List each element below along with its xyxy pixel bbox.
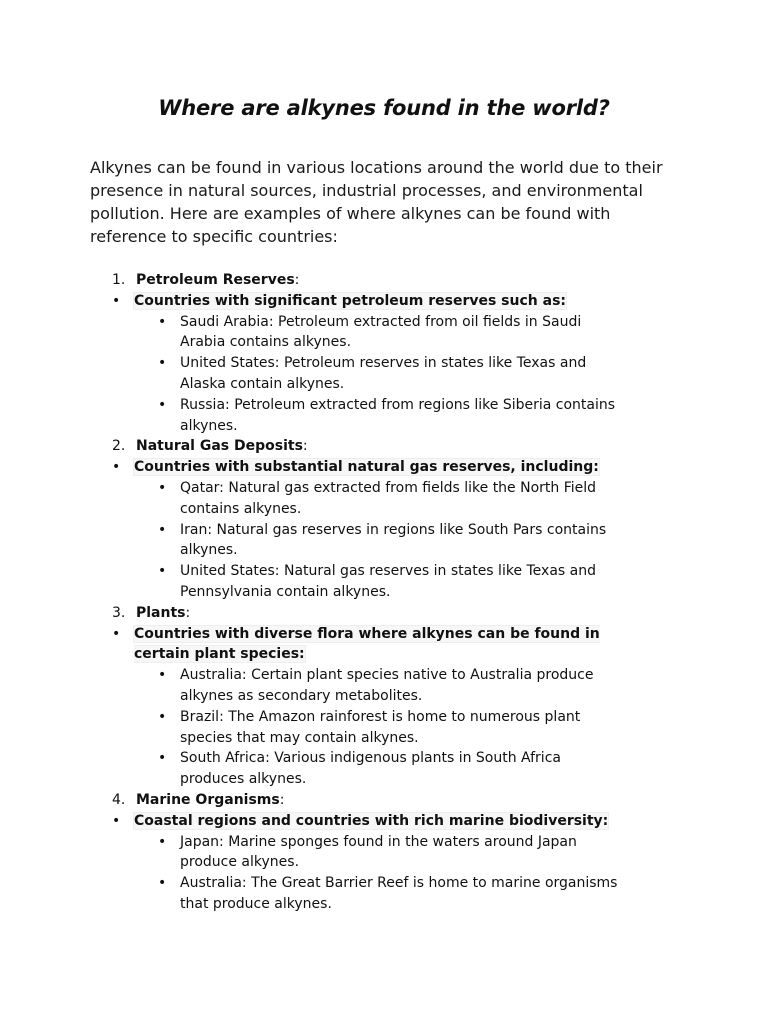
section-label: Plants bbox=[136, 604, 186, 621]
section-plants bbox=[90, 603, 690, 624]
list-item bbox=[90, 353, 620, 395]
section-label: Petroleum Reserves bbox=[136, 272, 295, 288]
list-item bbox=[90, 832, 620, 874]
bullet-icon: • bbox=[158, 563, 167, 580]
list-item-text: United States: Natural gas reserves in states like Texas and Pennsylvania contain alkynes. bbox=[180, 563, 596, 600]
list-item bbox=[90, 707, 620, 749]
sub-heading-petroleum bbox=[90, 291, 614, 312]
section-natural-gas-deposits bbox=[90, 436, 690, 457]
intro-paragraph: Alkynes can be found in various locations around the world due to their presence in natural sources, industrial processes, and environmental pollution. Here are examples of where alkynes can be found with reference to specific countries: bbox=[90, 158, 663, 246]
bullet-icon: • bbox=[112, 459, 121, 476]
list-item-text: Brazil: The Amazon rainforest is home to numerous plant species that may contain alkynes. bbox=[180, 708, 581, 746]
section-colon: : bbox=[185, 604, 191, 621]
sub-heading-natural-gas bbox=[90, 457, 614, 478]
section-number: 4. bbox=[112, 791, 126, 808]
list-item-text: Australia: Certain plant species native to Australia produce alkynes as secondary metabolites. bbox=[180, 667, 594, 704]
bullet-icon: • bbox=[112, 292, 121, 309]
section-marine-organisms bbox=[90, 790, 690, 811]
bullet-icon: • bbox=[158, 708, 167, 725]
list-item-text: Saudi Arabia: Petroleum extracted from oil fields in Saudi Arabia contains alkynes. bbox=[180, 313, 582, 351]
sub-heading-text: Coastal regions and countries with rich marine biodiversity: bbox=[134, 812, 609, 829]
list-item bbox=[90, 873, 620, 915]
sub-heading-text: Countries with diverse flora where alkynes can be found in certain plant species: bbox=[134, 625, 600, 663]
list-item bbox=[90, 478, 620, 520]
list-item bbox=[90, 395, 620, 437]
section-number: 3. bbox=[112, 604, 126, 621]
list-item bbox=[90, 312, 620, 354]
bullet-icon: • bbox=[158, 875, 167, 892]
section-label: Natural Gas Deposits bbox=[136, 438, 303, 455]
sub-heading-plants bbox=[90, 624, 614, 666]
list-item bbox=[90, 665, 620, 707]
bullet-icon: • bbox=[158, 833, 167, 850]
section-label: Marine Organisms bbox=[136, 791, 280, 808]
section-petroleum-reserves bbox=[90, 270, 690, 291]
section-colon: : bbox=[279, 791, 285, 808]
bullet-icon: • bbox=[158, 479, 167, 496]
sub-heading-marine bbox=[90, 811, 614, 832]
bullet-icon: • bbox=[112, 625, 121, 642]
list-item bbox=[90, 520, 620, 562]
bullet-icon: • bbox=[112, 812, 121, 829]
list-item-text: United States: Petroleum reserves in states like Texas and Alaska contain alkynes. bbox=[180, 355, 587, 392]
bullet-icon: • bbox=[158, 521, 167, 538]
bullet-icon: • bbox=[158, 313, 167, 330]
list-item bbox=[90, 561, 620, 603]
bullet-icon: • bbox=[158, 396, 167, 413]
section-colon: : bbox=[302, 438, 308, 455]
page-title: Where are alkynes found in the world? bbox=[158, 96, 610, 120]
list-item-text: Qatar: Natural gas extracted from fields like the North Field contains alkynes. bbox=[180, 479, 597, 517]
sub-heading-text: Countries with significant petroleum reserves such as: bbox=[134, 292, 566, 309]
list-item-text: Russia: Petroleum extracted from regions like Siberia contains alkynes. bbox=[180, 396, 616, 434]
bullet-icon: • bbox=[158, 750, 167, 767]
list-item-text: Iran: Natural gas reserves in regions like South Pars contains alkynes. bbox=[180, 521, 607, 559]
section-number: 2. bbox=[112, 438, 126, 455]
list-item-text: Australia: The Great Barrier Reef is home to marine organisms that produce alkynes. bbox=[180, 875, 618, 912]
sub-heading-text: Countries with substantial natural gas reserves, including: bbox=[134, 459, 599, 476]
list-item-text: Japan: Marine sponges found in the waters around Japan produce alkynes. bbox=[180, 833, 577, 871]
bullet-icon: • bbox=[158, 355, 167, 372]
section-colon: : bbox=[294, 272, 300, 288]
locations-list bbox=[90, 270, 690, 915]
list-item bbox=[90, 748, 620, 790]
section-number: 1. bbox=[112, 272, 126, 288]
bullet-icon: • bbox=[158, 667, 167, 684]
list-item-text: South Africa: Various indigenous plants in South Africa produces alkynes. bbox=[180, 750, 561, 788]
